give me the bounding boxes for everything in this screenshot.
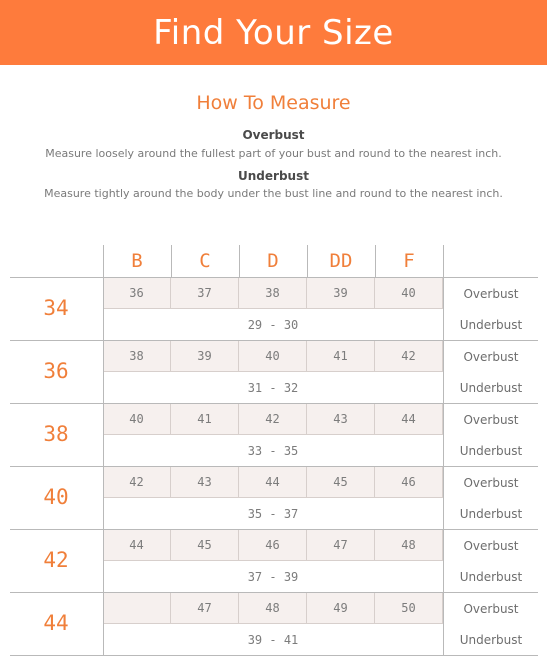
grid-line xyxy=(103,277,104,340)
overbust-cell: 42 xyxy=(239,404,307,435)
header-banner xyxy=(0,0,547,65)
overbust-cell: 39 xyxy=(171,341,239,372)
band-size-42: 42 xyxy=(43,548,69,572)
how-to-measure-heading: How To Measure xyxy=(196,92,351,114)
grid-line xyxy=(103,340,104,403)
overbust-cell: 48 xyxy=(375,530,443,561)
underbust-range: 37 - 39 xyxy=(247,569,299,584)
grid-line xyxy=(443,403,444,466)
underbust-range: 33 - 35 xyxy=(247,443,299,458)
underbust-description: Measure tightly around the body under the bust line and round to the nearest inch. xyxy=(44,187,503,200)
overbust-cell: 45 xyxy=(307,467,375,498)
band-size-34: 34 xyxy=(43,296,69,320)
grid-line xyxy=(443,592,444,655)
grid-line xyxy=(103,245,104,277)
overbust-cell: 42 xyxy=(375,341,443,372)
overbust-cell: 38 xyxy=(239,278,307,309)
overbust-row-label: Overbust xyxy=(463,601,519,616)
grid-line xyxy=(443,245,444,277)
grid-line xyxy=(103,466,104,529)
overbust-cell: 39 xyxy=(307,278,375,309)
overbust-cell: 40 xyxy=(103,404,171,435)
overbust-cell: 49 xyxy=(307,593,375,624)
overbust-cell: 44 xyxy=(375,404,443,435)
overbust-cell: 46 xyxy=(375,467,443,498)
overbust-row-label: Overbust xyxy=(463,412,519,427)
grid-line xyxy=(307,245,308,277)
underbust-row-label: Underbust xyxy=(459,632,523,647)
grid-line xyxy=(443,340,444,403)
overbust-cell: 38 xyxy=(103,341,171,372)
grid-line xyxy=(171,245,172,277)
overbust-title: Overbust xyxy=(242,128,305,142)
grid-line xyxy=(443,529,444,592)
band-size-36: 36 xyxy=(43,359,69,383)
overbust-row-label: Overbust xyxy=(463,538,519,553)
underbust-row-label: Underbust xyxy=(459,569,523,584)
underbust-row-label: Underbust xyxy=(459,443,523,458)
overbust-cell: 43 xyxy=(171,467,239,498)
overbust-cell: 44 xyxy=(103,530,171,561)
underbust-row-label: Underbust xyxy=(459,317,523,332)
underbust-title: Underbust xyxy=(238,169,309,183)
overbust-cell: 45 xyxy=(171,530,239,561)
overbust-row-label: Overbust xyxy=(463,286,519,301)
grid-line xyxy=(103,529,104,592)
grid-line xyxy=(443,466,444,529)
overbust-cell xyxy=(103,593,171,624)
cup-header-f: F xyxy=(403,250,415,272)
overbust-cell: 46 xyxy=(239,530,307,561)
grid-line xyxy=(103,403,104,466)
overbust-description: Measure loosely around the fullest part of your bust and round to the nearest inch. xyxy=(45,147,502,160)
underbust-row-label: Underbust xyxy=(459,380,523,395)
overbust-cell: 50 xyxy=(375,593,443,624)
band-size-44: 44 xyxy=(43,611,69,635)
overbust-row-label: Overbust xyxy=(463,349,519,364)
overbust-cell: 43 xyxy=(307,404,375,435)
grid-line xyxy=(103,592,104,655)
overbust-cell: 44 xyxy=(239,467,307,498)
overbust-cell: 48 xyxy=(239,593,307,624)
underbust-range: 31 - 32 xyxy=(247,380,299,395)
cup-header-dd: DD xyxy=(329,250,353,272)
overbust-cell: 41 xyxy=(171,404,239,435)
grid-line xyxy=(375,245,376,277)
underbust-range: 35 - 37 xyxy=(247,506,299,521)
overbust-cell: 40 xyxy=(239,341,307,372)
overbust-cell: 40 xyxy=(375,278,443,309)
cup-header-b: B xyxy=(131,250,143,272)
page-title: Find Your Size xyxy=(153,12,394,53)
cup-header-d: D xyxy=(267,250,279,272)
underbust-range: 39 - 41 xyxy=(247,632,299,647)
band-size-40: 40 xyxy=(43,485,69,509)
grid-line xyxy=(443,277,444,340)
grid-line xyxy=(239,245,240,277)
cup-header-c: C xyxy=(199,250,211,272)
overbust-cell: 36 xyxy=(103,278,171,309)
overbust-row-label: Overbust xyxy=(463,475,519,490)
overbust-cell: 37 xyxy=(171,278,239,309)
underbust-range: 29 - 30 xyxy=(247,317,299,332)
band-size-38: 38 xyxy=(43,422,69,446)
overbust-cell: 47 xyxy=(307,530,375,561)
underbust-row-label: Underbust xyxy=(459,506,523,521)
overbust-cell: 47 xyxy=(171,593,239,624)
overbust-cell: 41 xyxy=(307,341,375,372)
overbust-cell: 42 xyxy=(103,467,171,498)
